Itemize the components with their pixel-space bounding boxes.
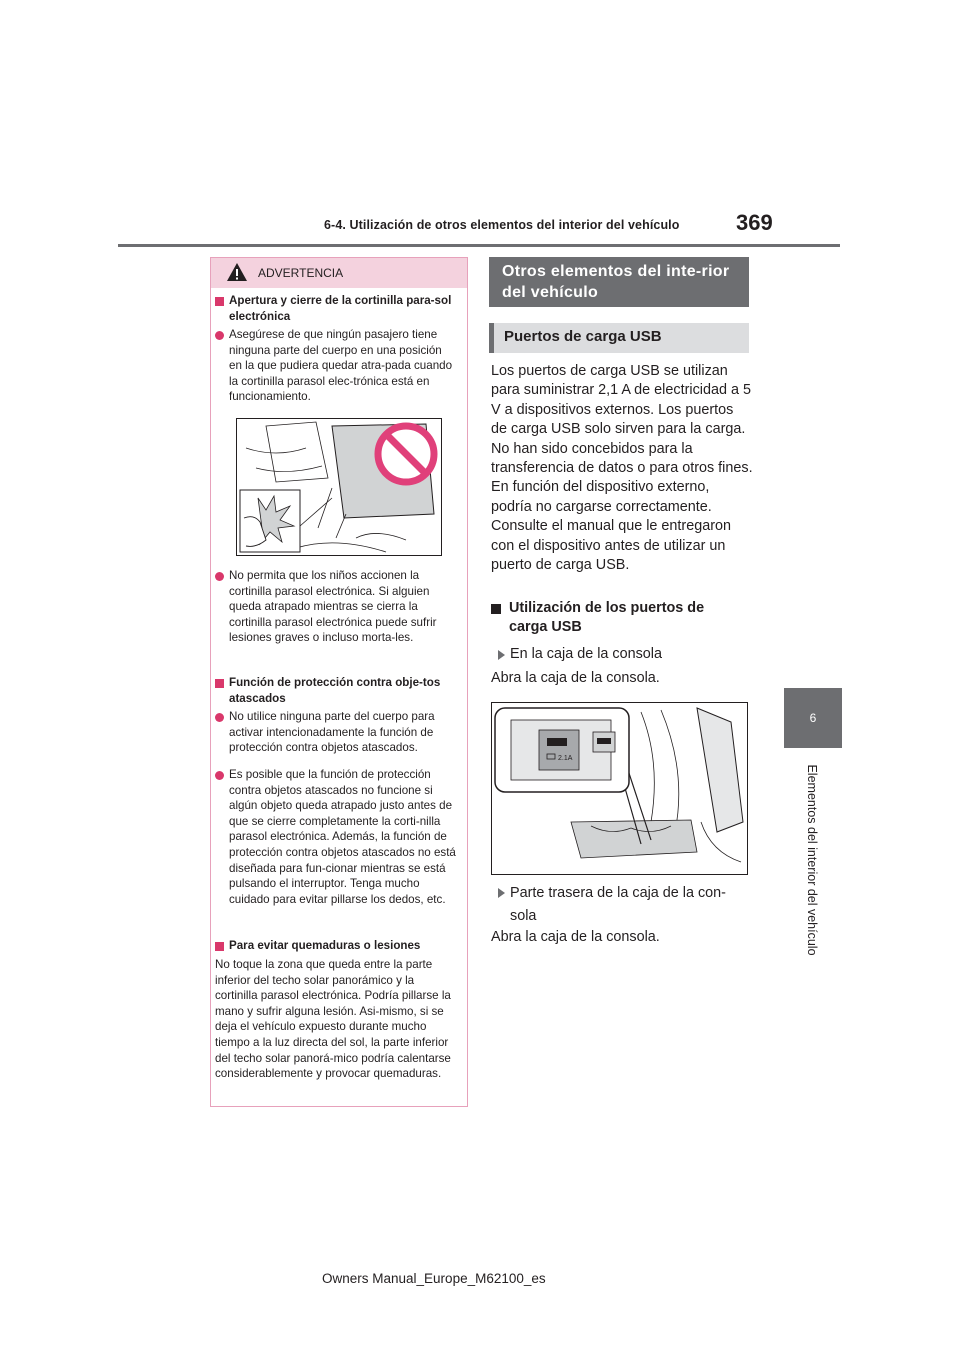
warning-heading: Función de protección contra obje-tos atascados bbox=[229, 676, 441, 705]
dot-bullet-icon bbox=[215, 331, 224, 340]
square-bullet-icon bbox=[491, 604, 501, 614]
item-label: En la caja de la consola bbox=[510, 646, 663, 662]
warning-bullet: No permita que los niños accionen la cortinilla parasol electrónica. Si alguien queda atrapado mientras se cierra la cortinilla parasol electrónica puede sufrir lesiones graves o incluso morta-les. bbox=[229, 569, 437, 645]
header-divider bbox=[118, 244, 840, 247]
sub-heading: Puertos de carga USB bbox=[504, 328, 662, 345]
square-bullet-icon bbox=[215, 679, 224, 688]
section-title: 6-4. Utilización de otros elementos del interior del vehículo bbox=[324, 218, 680, 232]
warning-triangle-icon bbox=[226, 262, 248, 282]
triangle-bullet-icon bbox=[498, 888, 505, 898]
item-text: Abra la caja de la consola. bbox=[491, 929, 660, 945]
warning-bullet: Es posible que la función de protección contra objetos atascados no funcione si algún objeto queda atrapado justo antes de que se cierre completamente la corti-nilla parasol electrónica. Además, la función de protección contra objetos atascados no está diseñada para fun-cionar mientras se está pulsando el interruptor. Tenga mucho cuidado para evitar pillarse los dedos, etc. bbox=[229, 768, 456, 906]
item-text: Abra la caja de la consola. bbox=[491, 670, 660, 686]
intro-paragraph: Los puertos de carga USB se utilizan para suministrar 2,1 A de electricidad a 5 V a dispositivos externos. Los puertos de carga USB solo sirven para la carga. No han sido concebidos para la transferencia de datos o para otros fines. En función del dispositivo externo, podría no cargarse correctamente. Consulte el manual que le entregaron con el dispositivo antes de utilizar un puerto de carga USB. bbox=[491, 363, 753, 574]
warning-heading: Apertura y cierre de la cortinilla para-sol electrónica bbox=[229, 294, 452, 323]
sunshade-hand-illustration bbox=[236, 418, 442, 556]
chapter-label: Elementos del interior del vehículo bbox=[805, 764, 819, 956]
usage-heading: Utilización de los puertos de carga USB bbox=[509, 600, 705, 636]
warning-bullet: Asegúrese de que ningún pasajero tiene ninguna parte del cuerpo en una posición en la que pudiera quedar atra-pada cuando la cortinilla parasol elec-trónica está en funcionamiento. bbox=[229, 328, 453, 404]
item-label: Parte trasera de la caja de la con-sola bbox=[510, 885, 726, 924]
sub-heading-accent bbox=[489, 323, 494, 353]
main-heading: Otros elementos del inte-rior del vehículo bbox=[502, 263, 730, 301]
dot-bullet-icon bbox=[215, 771, 224, 780]
warning-title: ADVERTENCIA bbox=[258, 266, 344, 280]
chapter-number: 6 bbox=[809, 711, 817, 725]
dot-bullet-icon bbox=[215, 572, 224, 581]
footer-text: Owners Manual_Europe_M62100_es bbox=[322, 1271, 546, 1286]
square-bullet-icon bbox=[215, 942, 224, 951]
usb-ports-illustration bbox=[491, 702, 748, 875]
warning-bullet: No utilice ninguna parte del cuerpo para activar intencionadamente la función de protección contra objetos atascados. bbox=[229, 710, 435, 755]
warning-heading: Para evitar quemaduras o lesiones bbox=[229, 939, 421, 952]
page-number: 369 bbox=[736, 210, 773, 235]
square-bullet-icon bbox=[215, 297, 224, 306]
dot-bullet-icon bbox=[215, 713, 224, 722]
triangle-bullet-icon bbox=[498, 650, 505, 660]
usb-port-marking: 2.1A bbox=[558, 755, 573, 762]
warning-paragraph: No toque la zona que queda entre la parte inferior del techo solar panorámico y la cortinilla parasol electrónica. Podría pillarse la mano y sufrir alguna lesión. Asi-mismo, si se deja el vehículo expuesto durante mucho tiempo a la luz directa del sol, la parte inferior del techo solar panorá-mico podría calentarse considerablemente y provocar quemaduras. bbox=[215, 958, 451, 1081]
